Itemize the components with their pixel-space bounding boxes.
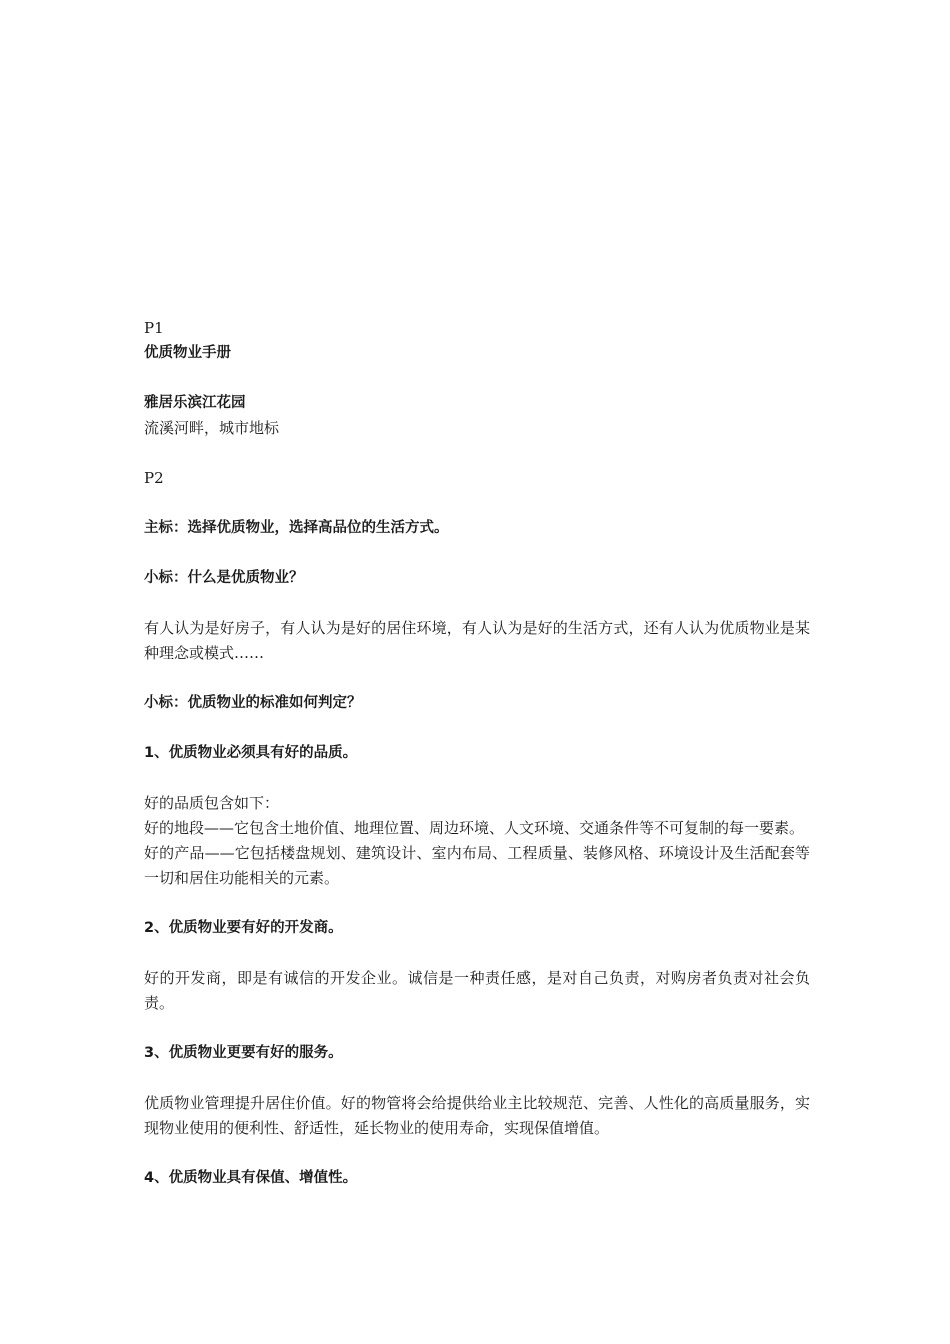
spacer [144,541,810,566]
spacer [144,716,810,741]
page-label-p1: P1 [144,319,164,337]
spacer [144,941,810,966]
sub-heading-criteria: 小标：优质物业的标准如何判定？ [144,695,362,711]
point-1-heading: 1、优质物业必须具有好的品质。 [144,745,358,761]
project-slogan: 流溪河畔，城市地标 [144,419,280,437]
point-1-item-product: 好的产品——它包括楼盘规划、建筑设计、室内布局、工程质量、装修风格、环境设计及生活配套等一切和居住功能相关的元素。 [144,844,810,887]
point-3-heading: 3、优质物业更要有好的服务。 [144,1045,343,1061]
spacer [144,1016,810,1041]
spacer [144,366,810,391]
spacer [144,1141,810,1166]
point-4-heading: 4、优质物业具有保值、增值性。 [144,1170,358,1186]
spacer [144,591,810,616]
point-3-body: 优质物业管理提升居住价值。好的物管将会给提供给业主比较规范、完善、人性化的高质量服务，实现物业使用的便利性、舒适性，延长物业的使用寿命，实现保值增值。 [144,1094,810,1137]
point-1-intro: 好的品质包含如下： [144,794,280,812]
paragraph-definition: 有人认为是好房子，有人认为是好的居住环境，有人认为是好的生活方式，还有人认为优质物业是某种理念或模式…… [144,619,810,662]
point-2-body: 好的开发商，即是有诚信的开发企业。诚信是一种责任感，是对自己负责，对购房者负责对社会负责。 [144,969,810,1012]
document-body [144,316,810,1191]
point-1-item-location: 好的地段——它包含土地价值、地理位置、周边环境、人文环境、交通条件等不可复制的每一要素。 [144,819,805,837]
point-2-heading: 2、优质物业要有好的开发商。 [144,920,343,936]
spacer [144,666,810,691]
spacer [144,491,810,516]
spacer [144,766,810,791]
main-heading: 主标：选择优质物业，选择高品位的生活方式。 [144,520,449,536]
spacer [144,441,810,466]
spacer [144,1066,810,1091]
project-name: 雅居乐滨江花园 [144,395,246,411]
page-label-p2: P2 [144,469,164,487]
spacer [144,891,810,916]
handbook-title: 优质物业手册 [144,345,231,361]
sub-heading-what-is: 小标：什么是优质物业？ [144,570,304,586]
